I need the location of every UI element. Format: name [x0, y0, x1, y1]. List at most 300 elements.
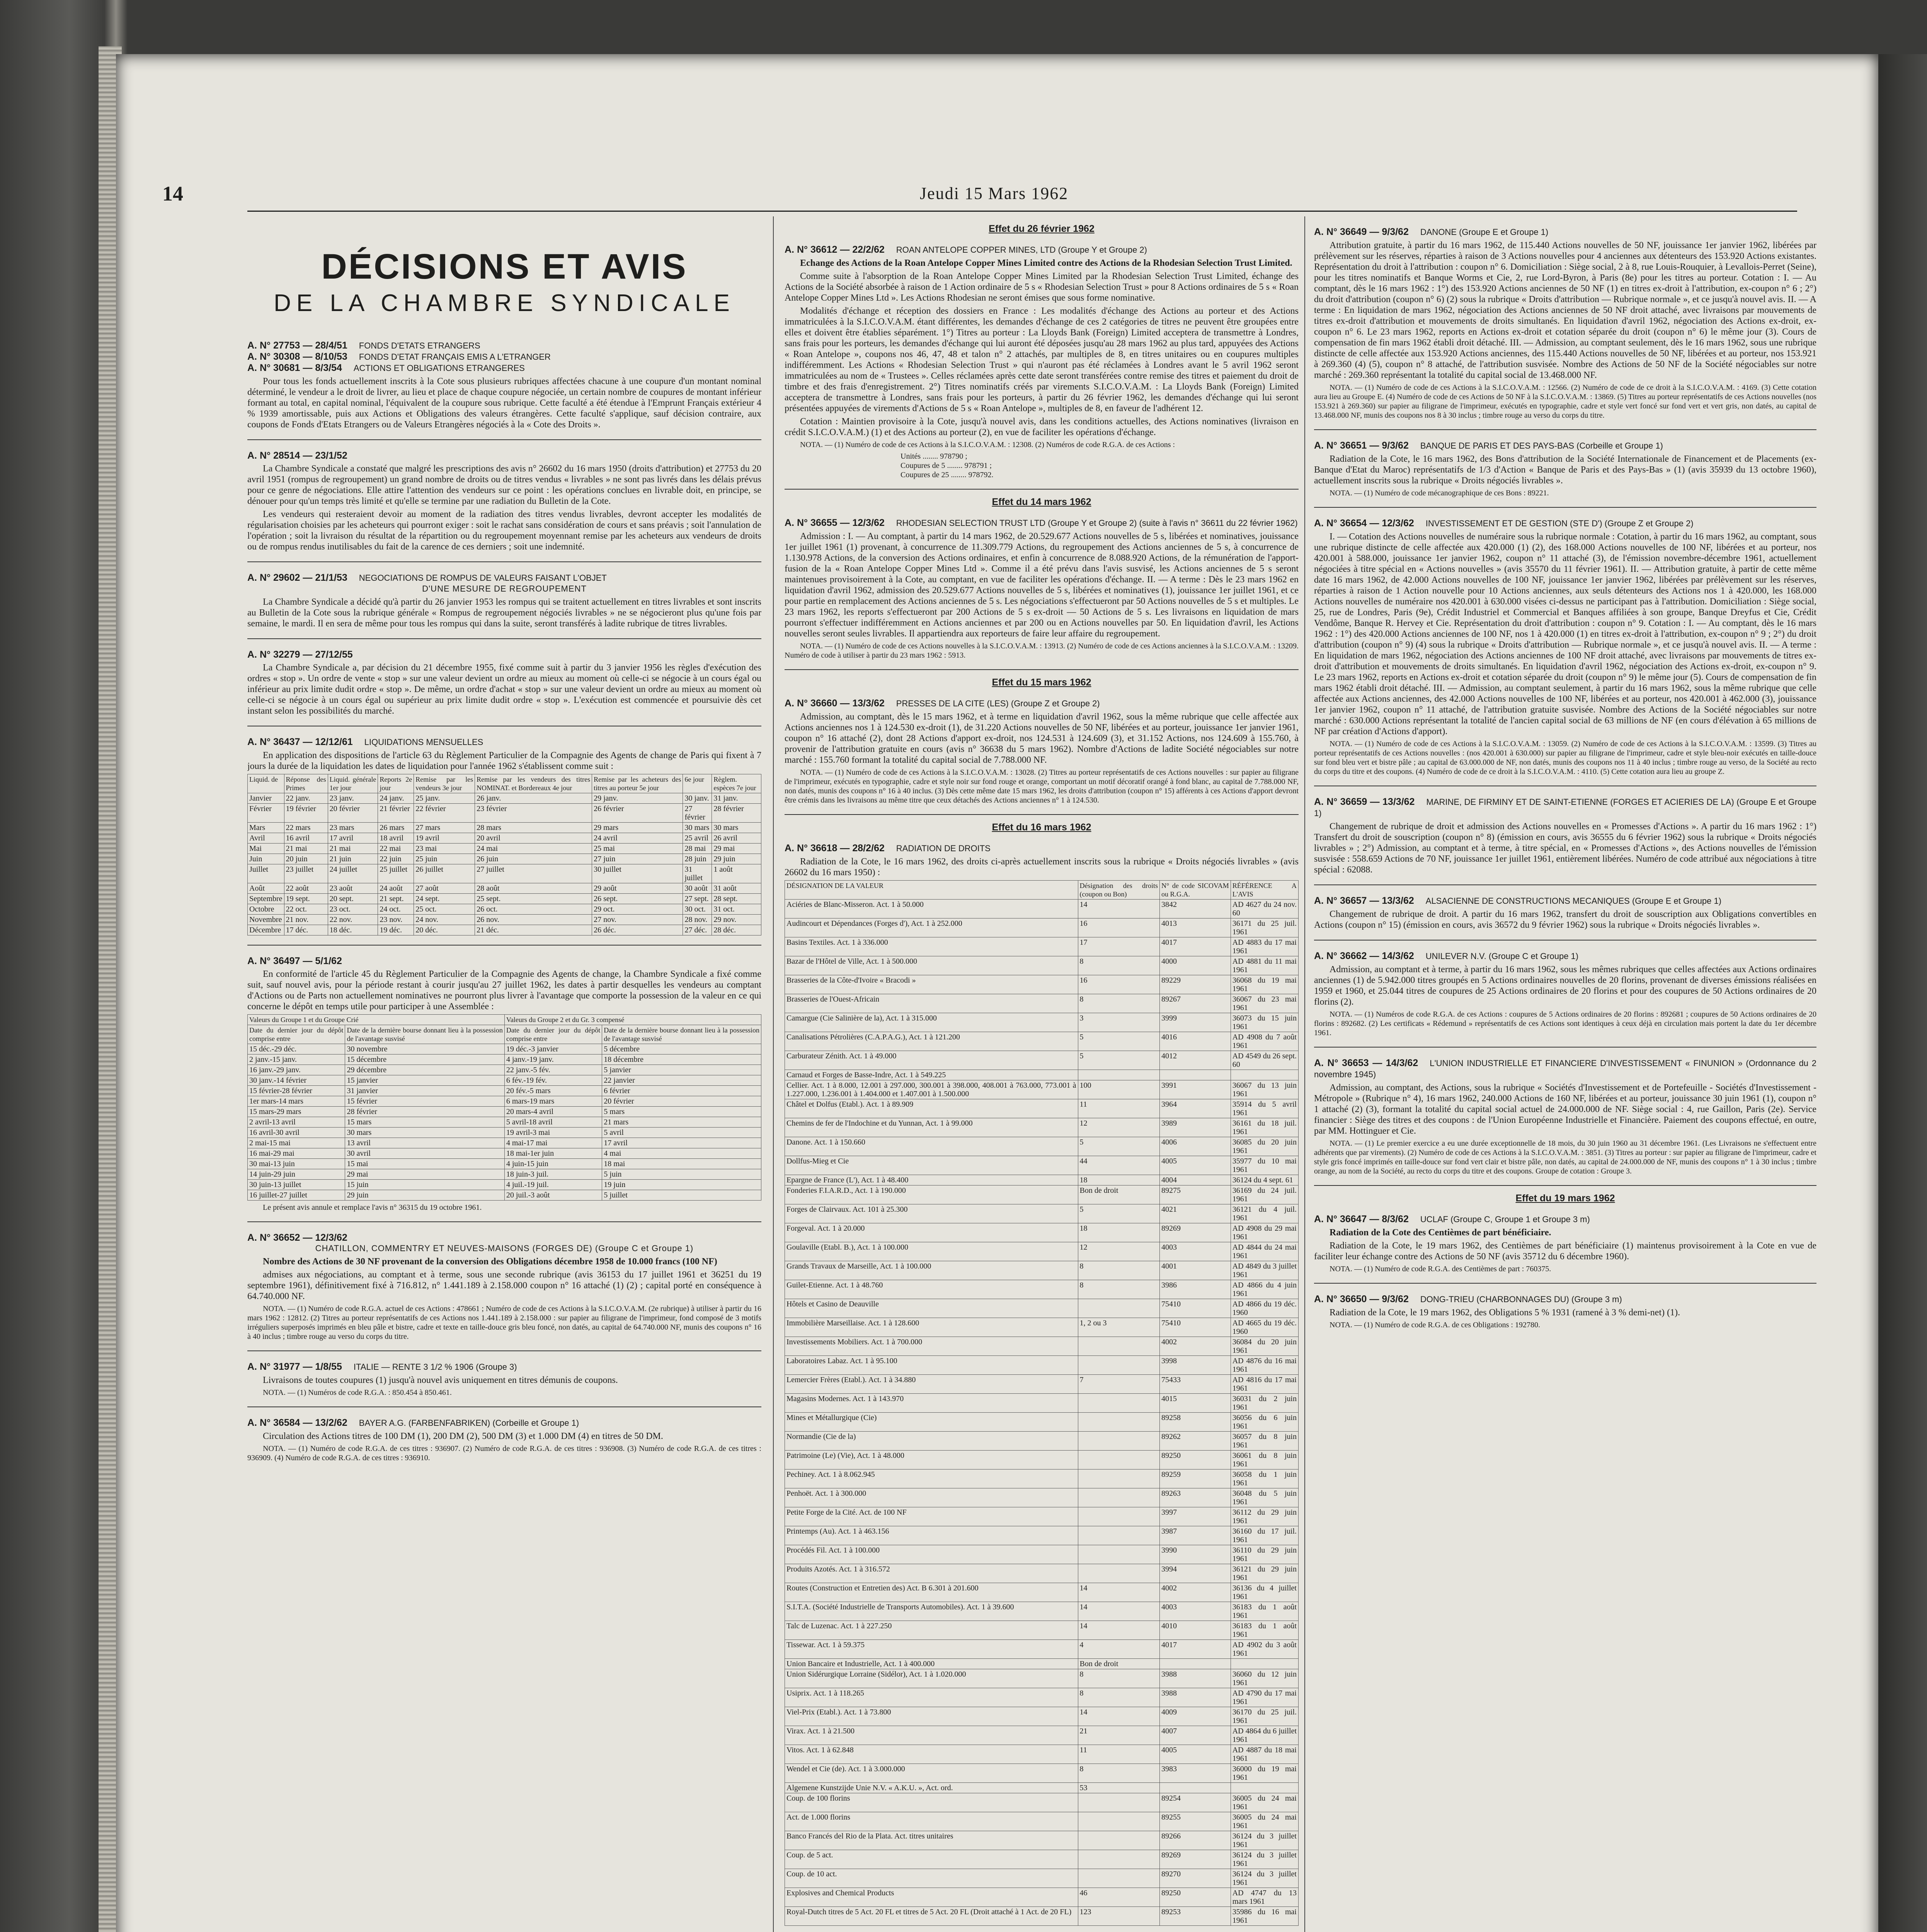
- radiation-cell: 3994: [1160, 1564, 1231, 1583]
- assembly-cell: 15 juin: [345, 1180, 504, 1190]
- liquidation-cell: 24 mai: [475, 844, 592, 854]
- notice-ref: A. N° 32279 — 27/12/55: [247, 649, 353, 660]
- assembly-cell: 15 février: [345, 1096, 504, 1107]
- liquidation-cell: 26 juin: [475, 854, 592, 864]
- radiation-cell: 36124 du 3 juillet 1961: [1231, 1831, 1298, 1850]
- radiation-cell: Algemene Kunstzijde Unie N.V. « A.K.U. », Act. ord.: [785, 1783, 1078, 1793]
- notice-32279: [247, 649, 761, 716]
- radiation-cell: Lemercier Frères (Etabl.). Act. 1 à 34.880: [785, 1375, 1078, 1394]
- notice-text: Radiation de la Cote, le 19 mars 1962, des Obligations 5 % 1931 (ramené à 3 % demi-net) (1).: [1329, 1308, 1680, 1318]
- radiation-row: [785, 1545, 1299, 1564]
- assembly-cell: 15 mai: [345, 1159, 504, 1169]
- radiation-cell: Talc de Luzenac. Act. 1 à 227.250: [785, 1621, 1078, 1640]
- effective-date-heading: Effet du 15 mars 1962: [992, 677, 1091, 688]
- radiation-cell: [1231, 1659, 1298, 1669]
- radiation-cell: 4007: [1160, 1726, 1231, 1745]
- radiation-row: [785, 1318, 1299, 1337]
- radiation-cell: 36183 du 1 août 1961: [1231, 1602, 1298, 1621]
- notice-text: Admission, au comptant, dès le 15 mars 1962, et à terme en liquidation d'avril 1962, sous la même rubrique que celle affectée aux Actions anciennes nos 1 à 124.530 ex-droit (1), de 31.220 Actions nouvelles de 50 NF, libérées et au porteur, jouissance 1er janvier 1961, coupon n° 16 attaché (2), dont 28 Actions d'apport ex-droit, nos 124.531 à 124.609 (3), et 31.152 Actions, nos 124.609 à 155.760, à provenir de l'attribution gratuite en cours (avis n° 36638 du 5 mars 1962). Nombre d'Actions de ladite Société négociables sur notre marché : 155.760 formant la totalité du capital social de 7.788.000 NF.: [785, 712, 1299, 765]
- notice-text: La Chambre Syndicale a décidé qu'à partir du 26 janvier 1953 les rompus qui se traitent actuellement en titres livrables et sont inscrits au Bulletin de la Cote sous la rubrique générale « Rompus de regroupement négociés livrables » ne se négocieront plus qu'une fois par semaine, le mardi. Il en sera de même pour tous les rompus qui dans la suite, seront transférés à ladite rubrique de titres livrables.: [247, 597, 761, 629]
- liquidation-cell: 29 oct.: [592, 904, 683, 915]
- notice-ref: A. N° 36651 — 9/3/62: [1314, 440, 1409, 451]
- liquidation-cell: 17 déc.: [284, 925, 328, 935]
- assembly-cell: 16 avril-30 avril: [248, 1128, 345, 1138]
- radiation-cell: AD 4876 du 16 mai 1961: [1231, 1356, 1298, 1375]
- assembly-cell: 19 déc.-3 janvier: [504, 1044, 602, 1054]
- radiation-cell: 89270: [1160, 1869, 1231, 1888]
- radiation-cell: 89258: [1160, 1413, 1231, 1432]
- radiation-cell: 36121 du 4 juil. 1961: [1231, 1204, 1298, 1223]
- assembly-cell: 30 mai-13 juin: [248, 1159, 345, 1169]
- notice-title: DONG-TRIEU (CHARBONNAGES DU) (Groupe 3 m): [1420, 1294, 1622, 1304]
- liquidation-cell: 25 sept.: [475, 894, 592, 904]
- liquidation-row: [248, 854, 761, 864]
- liquidation-cell: Décembre: [248, 925, 284, 935]
- radiation-cell: 89269: [1160, 1223, 1231, 1242]
- radiation-cell: 14: [1078, 1707, 1160, 1726]
- liquidation-cell: 19 déc.: [378, 925, 414, 935]
- effective-date-heading: Effet du 14 mars 1962: [992, 497, 1091, 507]
- liquidation-cell: 31 oct.: [712, 904, 761, 915]
- radiation-cell: 36057 du 8 juin 1961: [1231, 1432, 1298, 1451]
- radiation-row: [785, 1413, 1299, 1432]
- radiation-cell: Chemins de fer de l'Indochine et du Yunnan, Act. 1 à 99.000: [785, 1118, 1078, 1137]
- liquidation-cell: 31 juillet: [683, 864, 712, 883]
- assembly-cell: 29 décembre: [345, 1065, 504, 1075]
- radiation-cell: AD 4883 du 17 mai 1961: [1231, 937, 1298, 956]
- liquidation-cell: 24 nov.: [414, 915, 475, 925]
- radiation-cell: 4010: [1160, 1621, 1231, 1640]
- radiation-cell: [1078, 1545, 1160, 1564]
- code-item: Unités ........ 978790 ;: [901, 452, 967, 461]
- liquidation-cell: 19 février: [284, 804, 328, 823]
- radiation-cell: 89275: [1160, 1185, 1231, 1204]
- radiation-row: [785, 994, 1299, 1013]
- separator: [1314, 1047, 1816, 1048]
- assembly-header-cell: Date de la dernière bourse donnant lieu à la possession de l'avantage susvisé: [345, 1025, 504, 1044]
- radiation-cell: AD 4866 du 4 juin 1961: [1231, 1280, 1298, 1299]
- notice-text: Pour tous les fonds actuellement inscrits à la Cote sous plusieurs rubriques affectées chacune à une coupure d'un montant nominal déterminé, le vendeur a le droit de livrer, au lieu et place de chaque coupure négociée, un certain nombre de coupures de montant inférieur formant au total, en capital nominal, l'équivalent de la coupure sous rubrique. Cette faculté a été étendue à l'Emprunt Français extérieur 4 % 1939 amortissable, puis aux Actions et Obligations des valeurs étrangères. Cette faculté s'applique, sauf décision contraire, aux coupons de Fonds d'Etats Etrangers ou de Valeurs Etrangères négociés à la « Cote des Droits ».: [247, 376, 761, 430]
- notice-text: Comme suite à l'absorption de la Roan Antelope Copper Mines Limited par la Rhodesian Selection Trust Limited, échange des Actions de la Société absorbée à raison de 1 Action ordinaire de 5 s « Rhodesian Selection Trust » pour 8 Actions ordinaires de 5 s « Roan Antelope Copper Mines Ltd ». Les Actions Rhodesian ne seront émises que sous forme nominative.: [785, 271, 1299, 303]
- liquidation-cell: 17 avril: [328, 833, 378, 844]
- radiation-cell: 5: [1078, 1032, 1160, 1051]
- radiation-cell: Coup. de 5 act.: [785, 1850, 1078, 1869]
- radiation-cell: 36183 du 1 août 1961: [1231, 1621, 1298, 1640]
- radiation-cell: Coup. de 100 florins: [785, 1793, 1078, 1812]
- radiation-cell: 4005: [1160, 1156, 1231, 1175]
- liquidation-cell: 20 sept.: [328, 894, 378, 904]
- group-header: Valeurs du Groupe 2 et du Gr. 3 compensé: [504, 1015, 761, 1025]
- radiation-header-cell: DÉSIGNATION DE LA VALEUR: [785, 881, 1078, 900]
- notice-title: BAYER A.G. (FARBENFABRIKEN) (Corbeille et Groupe 1): [359, 1418, 579, 1428]
- code-item: Coupures de 5 ........ 978791 ;: [901, 461, 992, 470]
- separator: [1314, 1185, 1816, 1186]
- radiation-cell: Cellier. Act. 1 à 8.000, 12.001 à 297.000, 300.001 à 398.000, 408.001 à 763.000, 773.001 à 1.227.000, 1.236.001 à 1.404.000 et 1.407.001 à 1.500.000: [785, 1080, 1078, 1099]
- liquidation-cell: 20 février: [328, 804, 378, 823]
- radiation-row: [785, 1337, 1299, 1356]
- liquidation-cell: 20 avril: [475, 833, 592, 844]
- notice-text: La Chambre Syndicale a constaté que malgré les prescriptions des avis n° 26602 du 16 mars 1950 (droits d'attribution) et 27753 du 20 avril 1951 (rompus de regroupement) un grand nombre de droits ou de titres vendus « livrables » ne sont pas livrés dans les délais prévus pour ce genre de négociations. Elle attire l'attention des vendeurs sur ce point : les opérations conclues en livrable doit, en principe, se dénouer pour qu'un temps très limité et qu'elle se termine par une radiation du Bulletin de la Cote.: [247, 464, 761, 506]
- liquidation-cell: 23 mars: [328, 823, 378, 833]
- radiation-cell: [1078, 1869, 1160, 1888]
- radiation-row: [785, 1080, 1299, 1099]
- radiation-cell: 3997: [1160, 1507, 1231, 1526]
- notice-36659: [1314, 796, 1816, 875]
- notice-ref: A. N° 36659 — 13/3/62: [1314, 796, 1415, 807]
- notice-text: Radiation de la Cote, le 16 mars 1962, des droits ci-après actuellement inscrits sous la rubrique « Droits négociés livrables » (avis 26602 du 16 mars 1950) :: [785, 857, 1299, 878]
- liquidation-header-cell: Liquid. de: [248, 774, 284, 793]
- separator: [247, 1406, 761, 1407]
- liquidation-cell: 24 oct.: [378, 904, 414, 915]
- assembly-cell: 16 janv.-29 janv.: [248, 1065, 345, 1075]
- notice-lead: Radiation de la Cote des Centièmes de part bénéficiaire.: [1329, 1228, 1551, 1238]
- liquidation-row: [248, 823, 761, 833]
- notice-text: En application des dispositions de l'article 63 du Règlement Particulier de la Compagnie des Agents de change de Paris qui fixent à 7 jours la durée de la liquidation les dates de liquidation pour l'année 1962 s'établissent comme suit :: [247, 750, 761, 771]
- radiation-cell: 3989: [1160, 1118, 1231, 1137]
- radiation-cell: 36067 du 23 mai 1961: [1231, 994, 1298, 1013]
- radiation-cell: 12: [1078, 1118, 1160, 1137]
- notice-text: Les vendeurs qui resteraient devoir au moment de la radiation des titres vendus livrables, devront accepter les modalités de régularisation choisies par les acheteurs qui pourront exiger : soit le rachat sans considération de cours et sans préavis ; soit l'annulation de l'opération ; soit la livraison du résultat de la répartition ou du regroupement moyennant remise par les acheteurs aux vendeurs de droits ou de rompus rendus inutilisables du fait de la carence de ces derniers ; soit une indemnité.: [247, 509, 761, 552]
- liquidation-cell: 26 sept.: [592, 894, 683, 904]
- notice-title: MARINE, DE FIRMINY ET DE SAINT-ETIENNE (FORGES ET ACIERIES DE LA) (Groupe E et Groupe 1): [1314, 797, 1816, 818]
- radiation-cell: Mines et Métallurgique (Cie): [785, 1413, 1078, 1432]
- radiation-cell: Châtel et Dolfus (Etabl.). Act. 1 à 89.909: [785, 1099, 1078, 1118]
- liquidation-row: [248, 804, 761, 823]
- notice-nota: NOTA. — (1) Numéro de code R.G.A. de ces titres : 936907. (2) Numéro de code R.G.A. de ces titres : 936908. (3) Numéro de code R.G.A. de ces titres : 936909. (4) Numéro de code R.G.A. de ces titres : 936910.: [247, 1444, 761, 1462]
- notice-nota: NOTA. — (1) Numéro de code de ces Actions à la S.I.C.O.V.A.M. : 12308. (2) Numéros de code R.G.A. de ces Actions :: [800, 440, 1175, 449]
- radiation-cell: 100: [1078, 1080, 1160, 1099]
- radiation-cell: 4003: [1160, 1602, 1231, 1621]
- radiation-cell: Dollfus-Mieg et Cie: [785, 1156, 1078, 1175]
- notice-title: ACTIONS ET OBLIGATIONS ETRANGERES: [353, 363, 525, 373]
- liquidation-cell: 25 mai: [592, 844, 683, 854]
- radiation-cell: Bon de droit: [1078, 1659, 1160, 1669]
- liquidation-cell: 28 mai: [683, 844, 712, 854]
- notice-nota: NOTA. — (1) Numéro de code de ces Actions nouvelles à la S.I.C.O.V.A.M. : 13913. (2) Numéro de code de ces Actions anciennes à la S.I.C.O.V.A.M. : 13209. Numéro de code à utiliser à partir du 23 mars 1962 : 5913.: [785, 642, 1299, 660]
- assembly-cell: 20 mars-4 avril: [504, 1107, 602, 1117]
- radiation-cell: 21: [1078, 1726, 1160, 1745]
- radiation-cell: Printemps (Au). Act. 1 à 463.156: [785, 1526, 1078, 1545]
- radiation-cell: [1078, 1070, 1160, 1080]
- radiation-cell: AD 4747 du 13 mars 1961: [1231, 1888, 1298, 1907]
- radiation-cell: [1078, 1812, 1160, 1831]
- radiation-cell: AD 4887 du 18 mai 1961: [1231, 1745, 1298, 1764]
- liquidation-cell: 23 nov.: [378, 915, 414, 925]
- radiation-row: [785, 900, 1299, 918]
- liquidation-header-cell: Liquid. générale 1er jour: [328, 774, 378, 793]
- radiation-row: [785, 1745, 1299, 1764]
- radiation-cell: 36110 du 29 juin 1961: [1231, 1545, 1298, 1564]
- radiation-row: [785, 1070, 1299, 1080]
- radiation-cell: [1078, 1413, 1160, 1432]
- notice-ref: A. N° 36655 — 12/3/62: [785, 517, 885, 528]
- radiation-cell: Brasseries de la Côte-d'Ivoire « Bracodi »: [785, 975, 1078, 994]
- radiation-row: [785, 1156, 1299, 1175]
- radiation-cell: 36160 du 17 juil. 1961: [1231, 1526, 1298, 1545]
- radiation-row: [785, 1137, 1299, 1156]
- radiation-table: [785, 880, 1299, 1926]
- assembly-cell: 13 avril: [345, 1138, 504, 1148]
- assembly-cell: 6 fév.-19 fév.: [504, 1075, 602, 1086]
- assembly-header-cell: Date du dernier jour du dépôt comprise entre: [504, 1025, 602, 1044]
- radiation-cell: Forgeval. Act. 1 à 20.000: [785, 1223, 1078, 1242]
- radiation-row: [785, 1118, 1299, 1137]
- notice-title: NEGOCIATIONS DE ROMPUS DE VALEURS FAISANT L'OBJET: [359, 573, 607, 583]
- notice-nota: NOTA. — (1) Numéros de code R.G.A. de ces Actions : coupures de 5 Actions ordinaires de 20 florins : 892681 ; coupures de 50 Actions ordinaires de 20 florins : 892682. (2) Les certificats « Rédemund » représentatifs de ces Actions sont identiques à ceux déjà en circulation mais portent la date du 1er décembre 1961.: [1314, 1010, 1816, 1037]
- liquidation-cell: 19 sept.: [284, 894, 328, 904]
- radiation-cell: AD 4866 du 19 déc. 1960: [1231, 1299, 1298, 1318]
- liquidation-cell: 26 mars: [378, 823, 414, 833]
- assembly-cell: 5 avril-18 avril: [504, 1117, 602, 1128]
- liquidation-cell: 29 juin: [712, 854, 761, 864]
- liquidation-header-cell: Reports 2e jour: [378, 774, 414, 793]
- liquidation-cell: 27 déc.: [683, 925, 712, 935]
- radiation-cell: 36031 du 2 juin 1961: [1231, 1394, 1298, 1413]
- liquidation-cell: 29 mars: [592, 823, 683, 833]
- radiation-cell: 4009: [1160, 1707, 1231, 1726]
- liquidation-row: [248, 793, 761, 804]
- liquidation-cell: Mai: [248, 844, 284, 854]
- radiation-cell: S.I.T.A. (Société Industrielle de Transports Automobiles). Act. 1 à 39.600: [785, 1602, 1078, 1621]
- separator: [785, 669, 1299, 670]
- liquidation-cell: 22 janv.: [284, 793, 328, 804]
- separator: [785, 489, 1299, 490]
- radiation-cell: Basins Textiles. Act. 1 à 336.000: [785, 937, 1078, 956]
- radiation-cell: Union Sidérurgique Lorraine (Sidélor), Act. 1 à 1.020.000: [785, 1669, 1078, 1688]
- liquidation-header-cell: Règlem. espèces 7e jour: [712, 774, 761, 793]
- liquidation-cell: 23 mai: [414, 844, 475, 854]
- radiation-cell: [1078, 1469, 1160, 1488]
- radiation-cell: [1078, 1850, 1160, 1869]
- radiation-cell: 4002: [1160, 1337, 1231, 1356]
- assembly-row: [248, 1044, 761, 1054]
- liquidation-cell: 29 nov.: [712, 915, 761, 925]
- notice-text: Circulation des Actions titres de 100 DM (1), 200 DM (2), 500 DM (3) et 1.000 DM (4) en titres de 50 DM.: [263, 1431, 663, 1441]
- liquidation-cell: Mars: [248, 823, 284, 833]
- radiation-row: [785, 1013, 1299, 1032]
- radiation-cell: 12: [1078, 1242, 1160, 1261]
- radiation-cell: 8: [1078, 1688, 1160, 1707]
- radiation-row: [785, 1261, 1299, 1280]
- liquidation-cell: 22 oct.: [284, 904, 328, 915]
- assembly-cell: 6 février: [602, 1086, 761, 1096]
- notice-text: Livraisons de toutes coupures (1) jusqu'à nouvel avis uniquement en titres démunis de coupons.: [263, 1375, 618, 1385]
- effective-date-heading: Effet du 19 mars 1962: [1515, 1193, 1615, 1204]
- radiation-cell: Grands Travaux de Marseille, Act. 1 à 100.000: [785, 1261, 1078, 1280]
- notice-36654: [1314, 518, 1816, 776]
- assembly-row: [248, 1096, 761, 1107]
- radiation-cell: [1078, 1564, 1160, 1583]
- radiation-cell: Wendel et Cie (de). Act. 1 à 3.000.000: [785, 1764, 1078, 1783]
- assembly-cell: 2 avril-13 avril: [248, 1117, 345, 1128]
- assembly-row: [248, 1138, 761, 1148]
- notice-ref: A. N° 36654 — 12/3/62: [1314, 518, 1414, 529]
- effective-date-heading: Effet du 26 février 1962: [989, 223, 1095, 234]
- assembly-row: [248, 1190, 761, 1201]
- liquidation-cell: 21 juin: [328, 854, 378, 864]
- separator: [1314, 884, 1816, 885]
- radiation-cell: 35986 du 16 mai 1961: [1231, 1907, 1298, 1926]
- radiation-row: [785, 1869, 1299, 1888]
- radiation-cell: 14: [1078, 1621, 1160, 1640]
- radiation-cell: [1231, 1783, 1298, 1793]
- notice-title: CHATILLON, COMMENTRY ET NEUVES-MAISONS (FORGES DE) (Groupe C et Groupe 1): [315, 1243, 694, 1253]
- notice-29602: [247, 572, 761, 629]
- radiation-cell: [1078, 1451, 1160, 1469]
- liquidation-cell: 24 juillet: [328, 864, 378, 883]
- header-rule: [247, 211, 1797, 212]
- radiation-cell: 4002: [1160, 1583, 1231, 1602]
- radiation-cell: Union Bancaire et Industrielle, Act. 1 à 400.000: [785, 1659, 1078, 1669]
- notice-lead: Nombre des Actions de 30 NF provenant de la conversion des Obligations décembre 1958 de 10.000 francs (100 NF): [263, 1257, 717, 1267]
- radiation-row: [785, 1640, 1299, 1659]
- effective-date-heading: Effet du 16 mars 1962: [992, 822, 1091, 833]
- assembly-cell: 18 décembre: [602, 1054, 761, 1065]
- radiation-cell: [1078, 1394, 1160, 1413]
- radiation-cell: Audincourt et Dépendances (Forges d'), Act. 1 à 252.000: [785, 918, 1078, 937]
- radiation-cell: 4012: [1160, 1051, 1231, 1070]
- assembly-cell: 4 juin-15 juin: [504, 1159, 602, 1169]
- liquidation-cell: 23 oct.: [328, 904, 378, 915]
- notice-ref: A. N° 36584 — 13/2/62: [247, 1417, 347, 1428]
- liquidation-cell: 27 juin: [592, 854, 683, 864]
- radiation-cell: 8: [1078, 1261, 1160, 1280]
- radiation-cell: AD 4665 du 19 déc. 1960: [1231, 1318, 1298, 1337]
- assembly-row: [248, 1107, 761, 1117]
- radiation-cell: Usiprix. Act. 1 à 118.265: [785, 1688, 1078, 1707]
- column-rule-2: [1304, 216, 1305, 1932]
- radiation-cell: Goulaville (Etabl. B.), Act. 1 à 100.000: [785, 1242, 1078, 1261]
- liquidation-cell: Février: [248, 804, 284, 823]
- liquidation-cell: 25 juin: [414, 854, 475, 864]
- radiation-row: [785, 1764, 1299, 1783]
- assembly-cell: 28 février: [345, 1107, 504, 1117]
- radiation-cell: 18: [1078, 1175, 1160, 1185]
- notice-text: Changement de rubrique de droit. A partir du 16 mars 1962, transfert du droit de souscription aux Obligations convertibles en Actions (coupon n° 15) (émission en cours, avis 36572 du 9 février 1962) sous la rubrique « Droits négociés livrables ».: [1314, 909, 1816, 930]
- radiation-row: [785, 1469, 1299, 1488]
- assembly-cell: 15 février-28 février: [248, 1086, 345, 1096]
- notice-note: Le présent avis annule et remplace l'avis n° 36315 du 19 octobre 1961.: [263, 1203, 482, 1212]
- liquidation-cell: 22 mars: [284, 823, 328, 833]
- notice-36651: [1314, 440, 1816, 498]
- radiation-cell: 44: [1078, 1156, 1160, 1175]
- radiation-cell: Vitos. Act. 1 à 62.848: [785, 1745, 1078, 1764]
- radiation-cell: 4017: [1160, 1640, 1231, 1659]
- radiation-cell: 3999: [1160, 1013, 1231, 1032]
- radiation-cell: 3991: [1160, 1080, 1231, 1099]
- notice-text: admises aux négociations, au comptant et à terme, sous une seconde rubrique (avis 36153 du 17 juillet 1961 et 36251 du 19 septembre 1961), définitivement fixé à 716.812, n° 1.441.189 à 2.158.000 coupon n° 16 attaché (1) (2) ; capital porté en conséquence à 64.740.000 NF.: [247, 1270, 761, 1301]
- notice-title: ALSACIENNE DE CONSTRUCTIONS MECANIQUES (Groupe E et Groupe 1): [1425, 896, 1722, 906]
- radiation-cell: 8: [1078, 994, 1160, 1013]
- notice-ref: A. N° 36662 — 14/3/62: [1314, 951, 1414, 961]
- radiation-row: [785, 1669, 1299, 1688]
- radiation-cell: 36124 du 3 juillet 1961: [1231, 1869, 1298, 1888]
- liquidation-cell: 28 déc.: [712, 925, 761, 935]
- notice-ref: A. N° 36650 — 9/3/62: [1314, 1294, 1409, 1304]
- liquidation-cell: Juin: [248, 854, 284, 864]
- radiation-cell: Guilet-Etienne. Act. 1 à 48.760: [785, 1280, 1078, 1299]
- liquidation-cell: 22 juin: [378, 854, 414, 864]
- radiation-cell: AD 4881 du 11 mai 1961: [1231, 956, 1298, 975]
- radiation-cell: 36068 du 19 mai 1961: [1231, 975, 1298, 994]
- liquidation-cell: 30 août: [683, 883, 712, 894]
- radiation-row: [785, 1602, 1299, 1621]
- page-number: 14: [162, 182, 183, 205]
- radiation-cell: [1160, 1783, 1231, 1793]
- radiation-row: [785, 975, 1299, 994]
- notice-ref: A. N° 36647 — 8/3/62: [1314, 1214, 1409, 1225]
- liquidation-cell: 24 sept.: [414, 894, 475, 904]
- liquidation-cell: 26 nov.: [475, 915, 592, 925]
- radiation-cell: 16: [1078, 975, 1160, 994]
- liquidation-cell: Septembre: [248, 894, 284, 904]
- radiation-cell: Epargne de France (L'), Act. 1 à 48.400: [785, 1175, 1078, 1185]
- radiation-cell: [1078, 1488, 1160, 1507]
- notice-36649: [1314, 226, 1816, 420]
- radiation-cell: 3: [1078, 1013, 1160, 1032]
- radiation-cell: Routes (Construction et Entretien des) Act. B 6.301 à 201.600: [785, 1583, 1078, 1602]
- radiation-cell: 8: [1078, 956, 1160, 975]
- radiation-cell: AD 4908 du 7 août 1961: [1231, 1032, 1298, 1051]
- radiation-cell: Normandie (Cie de la): [785, 1432, 1078, 1451]
- radiation-cell: Bon de droit: [1078, 1185, 1160, 1204]
- notice-ref: A. N° 36437 — 12/12/61: [247, 736, 353, 747]
- radiation-cell: Pechiney. Act. 1 à 8.062.945: [785, 1469, 1078, 1488]
- radiation-cell: 5: [1078, 1204, 1160, 1223]
- radiation-cell: Tissewar. Act. 1 à 59.375: [785, 1640, 1078, 1659]
- liquidation-cell: 27 sept.: [683, 894, 712, 904]
- radiation-cell: 89262: [1160, 1432, 1231, 1451]
- radiation-cell: 3986: [1160, 1280, 1231, 1299]
- radiation-row: [785, 1051, 1299, 1070]
- radiation-cell: 89263: [1160, 1488, 1231, 1507]
- liquidation-cell: 29 mai: [712, 844, 761, 854]
- radiation-row: [785, 937, 1299, 956]
- liquidation-cell: 28 février: [712, 804, 761, 823]
- radiation-cell: 75433: [1160, 1375, 1231, 1394]
- liquidation-cell: 21 mai: [328, 844, 378, 854]
- notice-nota: NOTA. — (1) Numéro de code R.G.A. de ces Obligations : 192780.: [1329, 1321, 1540, 1329]
- assembly-dates-table: [247, 1014, 761, 1201]
- assembly-row: [248, 1159, 761, 1169]
- radiation-row: [785, 1907, 1299, 1926]
- radiation-cell: 89267: [1160, 994, 1231, 1013]
- assembly-cell: 5 juin: [602, 1169, 761, 1180]
- liquidation-row: [248, 883, 761, 894]
- radiation-cell: Penhoët. Act. 1 à 300.000: [785, 1488, 1078, 1507]
- radiation-cell: 89229: [1160, 975, 1231, 994]
- radiation-row: [785, 1356, 1299, 1375]
- radiation-cell: 36085 du 20 juin 1961: [1231, 1137, 1298, 1156]
- notice-text: La Chambre Syndicale a, par décision du 21 décembre 1955, fixé comme suit à partir du 3 janvier 1956 les règles d'exécution des ordres « stop ». Un ordre de vente « stop » sur une valeur devient un ordre au mieux au moment où celle-ci se négocie à un cours égal ou inférieur au prix limite dudit ordre « stop ». De même, un ordre d'achat « stop » sur une valeur devient un ordre au mieux au moment où celle-ci se négocie à un cours égal ou supérieur au prix limite dudit ordre « stop ». L'exécution est commencée et poursuivie dès cet instant selon les possibilités du marché.: [247, 663, 761, 716]
- radiation-cell: 36073 du 15 juin 1961: [1231, 1013, 1298, 1032]
- notice-ref: A. N° 36618 — 28/2/62: [785, 843, 885, 854]
- assembly-row: [248, 1148, 761, 1159]
- liquidation-cell: 20 déc.: [414, 925, 475, 935]
- radiation-cell: 36170 du 25 juil. 1961: [1231, 1707, 1298, 1726]
- radiation-cell: Investissements Mobiliers. Act. 1 à 700.000: [785, 1337, 1078, 1356]
- radiation-cell: Act. de 1.000 florins: [785, 1812, 1078, 1831]
- radiation-cell: AD 4864 du 6 juillet 1961: [1231, 1726, 1298, 1745]
- notice-36657: [1314, 895, 1816, 930]
- radiation-cell: Danone. Act. 1 à 150.660: [785, 1137, 1078, 1156]
- radiation-cell: 36112 du 29 juin 1961: [1231, 1507, 1298, 1526]
- radiation-cell: 5: [1078, 1051, 1160, 1070]
- radiation-cell: 4021: [1160, 1204, 1231, 1223]
- radiation-row: [785, 1280, 1299, 1299]
- radiation-row: [785, 1850, 1299, 1869]
- radiation-cell: 46: [1078, 1888, 1160, 1907]
